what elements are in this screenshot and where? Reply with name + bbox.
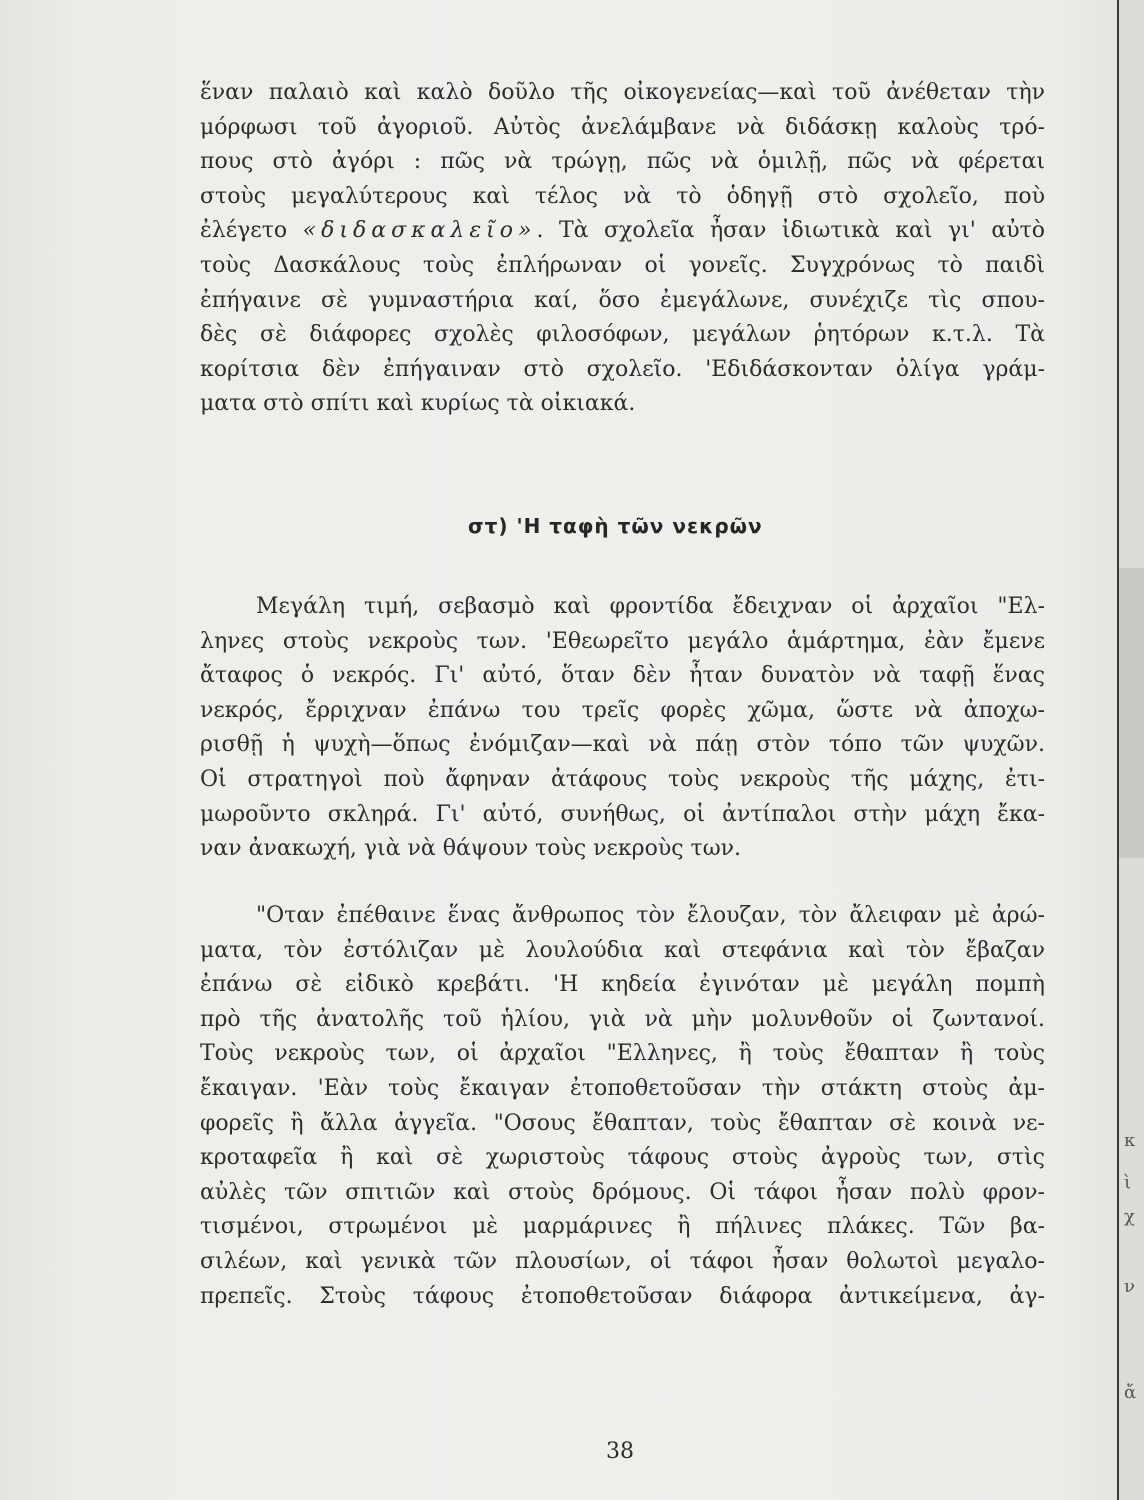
text-line: σιλέων, καὶ γενικὰ τῶν πλουσίων, οἱ τάφοι ἦσαν θολωτοὶ μεγαλο- <box>200 1248 1045 1274</box>
margin-fragment: χ <box>1124 1206 1135 1227</box>
margin-fragment: ἄ <box>1124 1382 1137 1403</box>
text-line: ρισθῇ ἡ ψυχὴ—ὅπως ἐνόμιζαν—καὶ νὰ πάῃ στὸν τόπο τῶν ψυχῶν. <box>200 732 1045 758</box>
text-line: αὐλὲς τῶν σπιτιῶν καὶ στοὺς δρόμους. Οἱ τάφοι ἦσαν πολὺ φρον- <box>200 1179 1045 1205</box>
adjacent-page-shadow <box>1119 568 1144 858</box>
text-line: μόρφωσι τοῦ ἀγοριοῦ. Αὐτὸς ἀνελάμβανε νὰ διδάσκῃ καλοὺς τρό- <box>200 114 1045 140</box>
text-line: πρεπεῖς. Στοὺς τάφους ἐτοποθετοῦσαν διάφορα ἀντικείμενα, ἀγ- <box>200 1283 1045 1309</box>
text-line: ληνες στοὺς νεκροὺς των. 'Εθεωρεῖτο μεγάλο ἁμάρτημα, ἐὰν ἔμενε <box>200 628 1045 654</box>
section-heading: στ) 'Η ταφὴ τῶν νεκρῶν <box>468 514 763 538</box>
text-line: κροταφεῖα ἢ καὶ σὲ χωριστοὺς τάφους στοὺς ἀγροὺς των, στὶς <box>200 1145 1045 1171</box>
page-number: 38 <box>606 1439 634 1464</box>
paragraph-1 <box>200 76 1045 422</box>
margin-fragment: κ <box>1124 1130 1136 1151</box>
text-line: νεκρός, ἔρριχναν ἐπάνω του τρεῖς φορὲς χῶμα, ὥστε νὰ ἀποχω- <box>200 697 1045 723</box>
paragraph-2 <box>200 590 1045 867</box>
text-line: Τοὺς νεκροὺς των, οἱ ἀρχαῖοι "Ελληνες, ἢ τοὺς ἔθαπταν ἢ τοὺς <box>200 1041 1045 1067</box>
text-line: στοὺς μεγαλύτερους καὶ τέλος νὰ τὸ ὁδηγῇ στὸ σχολεῖο, ποὺ <box>200 183 1045 209</box>
text-line: Μεγάλη τιμή, σεβασμὸ καὶ φροντίδα ἔδειχναν οἱ ἀρχαῖοι "Ελ- <box>256 594 1045 619</box>
text-line: τοὺς Δασκάλους τοὺς ἐπλήρωναν οἱ γονεῖς. Συγχρόνως τὸ παιδὶ <box>200 252 1045 278</box>
text-line: πους στὸ ἀγόρι : πῶς νὰ τρώγῃ, πῶς νὰ ὁμιλῇ, πῶς νὰ φέρεται <box>200 149 1045 175</box>
text-line: ματα, τὸν ἐστόλιζαν μὲ λουλούδια καὶ στεφάνια καὶ τὸν ἔβαζαν <box>200 937 1045 963</box>
margin-fragment: ν <box>1124 1276 1135 1297</box>
text-line: μωροῦντο σκληρά. Γι' αὐτό, συνήθως, οἱ ἀντίπαλοι στὴν μάχη ἔκα- <box>200 801 1045 827</box>
text-line: φορεῖς ἢ ἄλλα ἀγγεῖα. "Οσους ἔθαπταν, τοὺς ἔθαπταν σὲ κοινὰ νε- <box>200 1110 1045 1136</box>
text-line: ἕναν παλαιὸ καὶ καλὸ δοῦλο τῆς οἰκογενείας—καὶ τοῦ ἀνέθεταν τὴν <box>200 80 1045 105</box>
text-fragment: ἐλέγετο <box>200 218 288 244</box>
margin-fragment: ὶ <box>1124 1172 1132 1193</box>
text-fragment: . Τὰ σχολεῖα ἦσαν ἰδιωτικὰ καὶ γι' αὐτὸ <box>536 218 1045 244</box>
text-line: ματα στὸ σπίτι καὶ κυρίως τὰ οἰκιακά. <box>200 391 636 417</box>
text-line: ἐπάνω σὲ εἰδικὸ κρεβάτι. 'Η κηδεία ἐγινόταν μὲ μεγάλη πομπὴ <box>200 972 1045 998</box>
text-line: πρὸ τῆς ἀνατολῆς τοῦ ἡλίου, γιὰ νὰ μὴν μολυνθοῦν οἱ ζωντανοί. <box>200 1006 1045 1032</box>
text-line: τισμένοι, στρωμένοι μὲ μαρμάρινες ἢ πήλινες πλάκες. Τῶν βα- <box>200 1214 1045 1240</box>
spaced-term: «διδασκαλεῖο» <box>302 218 537 244</box>
text-line: ναν ἀνακωχή, γιὰ νὰ θάψουν τοὺς νεκροὺς των. <box>200 836 742 862</box>
text-line: ἔκαιγαν. 'Εὰν τοὺς ἔκαιγαν ἐτοποθετοῦσαν τὴν στάκτη στοὺς ἀμ- <box>200 1075 1045 1101</box>
text-line-with-spaced-term <box>200 214 1045 249</box>
text-line: ἄταφος ὁ νεκρός. Γι' αὐτό, ὅταν δὲν ἦταν δυνατὸν νὰ ταφῇ ἕνας <box>200 663 1045 689</box>
text-line: Οἱ στρατηγοὶ ποὺ ἄφηναν ἀτάφους τοὺς νεκροὺς τῆς μάχης, ἐτι- <box>200 766 1045 792</box>
paragraph-3 <box>200 899 1045 1314</box>
text-line: ἐπήγαινε σὲ γυμναστήρια καί, ὅσο ἐμεγάλωνε, συνέχιζε τὶς σπου- <box>200 287 1045 313</box>
text-line: δὲς σὲ διάφορες σχολὲς φιλοσόφων, μεγάλων ῥητόρων κ.τ.λ. Τὰ <box>200 322 1045 348</box>
text-line: κορίτσια δὲν ἐπήγαιναν στὸ σχολεῖο. 'Εδιδάσκονταν ὀλίγα γράμ- <box>200 356 1045 382</box>
text-line: "Οταν ἐπέθαινε ἕνας ἄνθρωπος τὸν ἔλουζαν, τὸν ἄλειφαν μὲ ἀρώ- <box>256 903 1045 928</box>
